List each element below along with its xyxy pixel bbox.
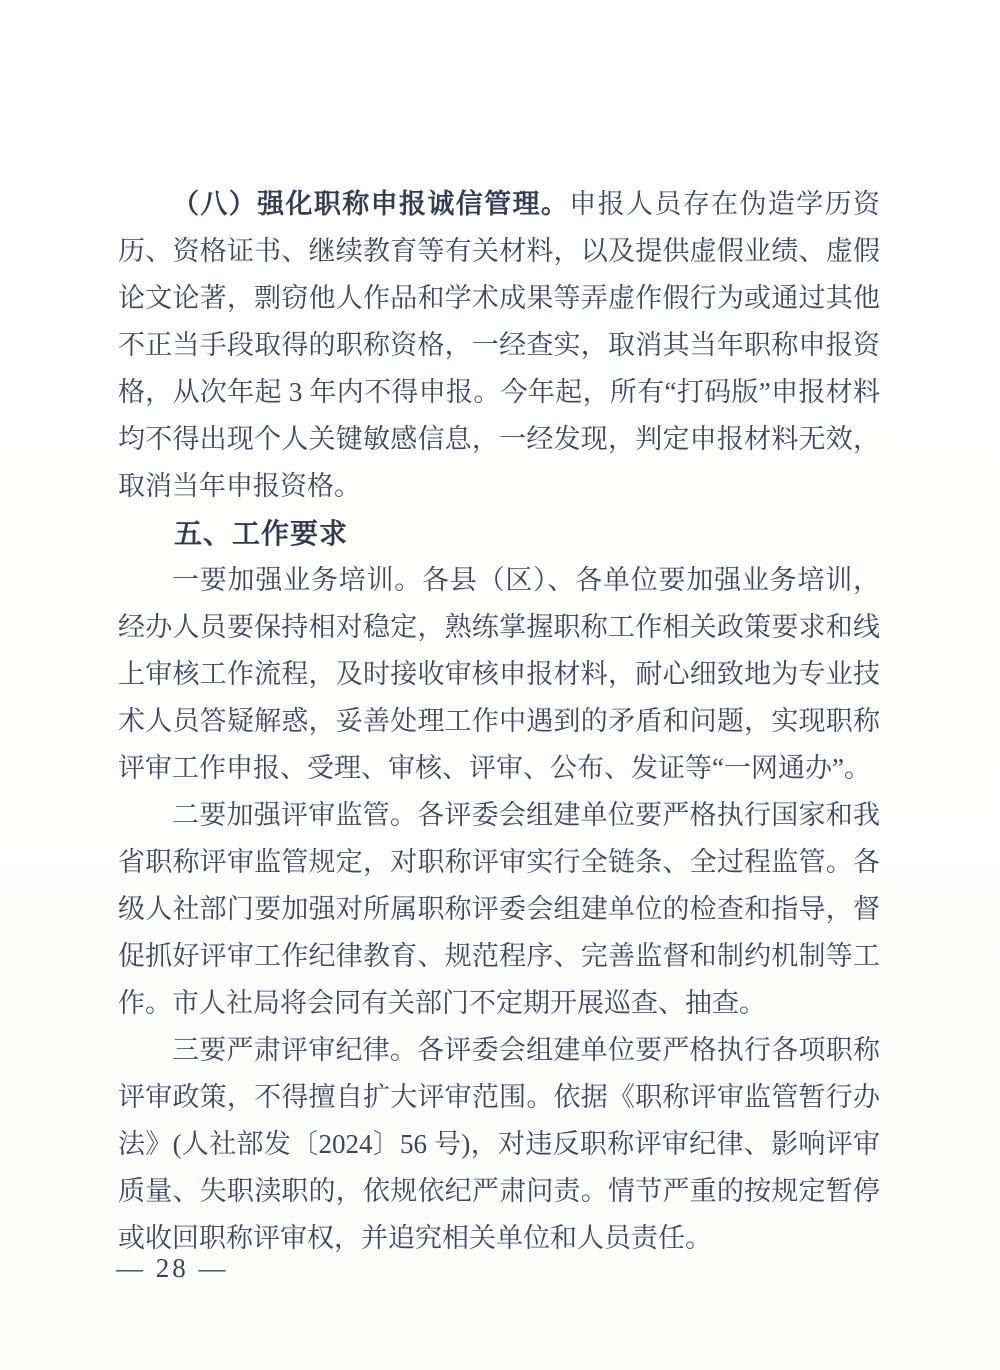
- paragraph-body-text: 申报人员存在伪造学历资历、资格证书、继续教育等有关材料，以及提供虚假业绩、虚假论文论著，剽窃他人作品和学术成果等弄虚作假行为或通过其他不正当手段取得的职称资格，一经查实，取消其当年职称申报资格，从次年起 3 年内不得申报。今年起，所有“打码版”申报材料均不得出现个人关键敏感信息，一经发现，判定申报材料无效，取消当年申报资格。: [118, 189, 880, 501]
- paragraph-review-discipline: 三要严肃评审纪律。各评委会组建单位要严格执行各项职称评审政策，不得擅自扩大评审范围。依据《职称评审监管暂行办法》(人社部发〔2024〕56 号)，对违反职称评审纪律、影响评审质量、失职渎职的，依规依纪严肃问责。情节严重的按规定暂停或收回职称评审权，并追究相关单位和人员责任。: [118, 1035, 880, 1253]
- section-heading-work-requirements: 五、工作要求: [174, 518, 349, 549]
- paragraph-review-supervision: 二要加强评审监管。各评委会组建单位要严格执行国家和我省职称评审监管规定，对职称评审实行全链条、全过程监管。各级人社部门要加强对所属职称评委会组建单位的检查和指导，督促抓好评审工作纪律教育、规范程序、完善监督和制约机制等工作。市人社局将会同有关部门不定期开展巡查、抽查。: [118, 800, 880, 1018]
- page-number: — 28 —: [116, 1253, 229, 1283]
- paragraph-business-training: 一要加强业务培训。各县（区）、各单位要加强业务培训，经办人员要保持相对稳定，熟练掌握职称工作相关政策要求和线上审核工作流程，及时接收审核申报材料，耐心细致地为专业技术人员答疑解惑，妥善处理工作中遇到的矛盾和问题，实现职称评审工作申报、受理、审核、评审、公布、发证等“一网通办”。: [118, 565, 880, 783]
- document-body: [118, 181, 880, 1262]
- paragraph-lead-bold: （八）强化职称申报诚信管理。: [172, 189, 570, 219]
- paragraph-honesty-management: [118, 181, 880, 510]
